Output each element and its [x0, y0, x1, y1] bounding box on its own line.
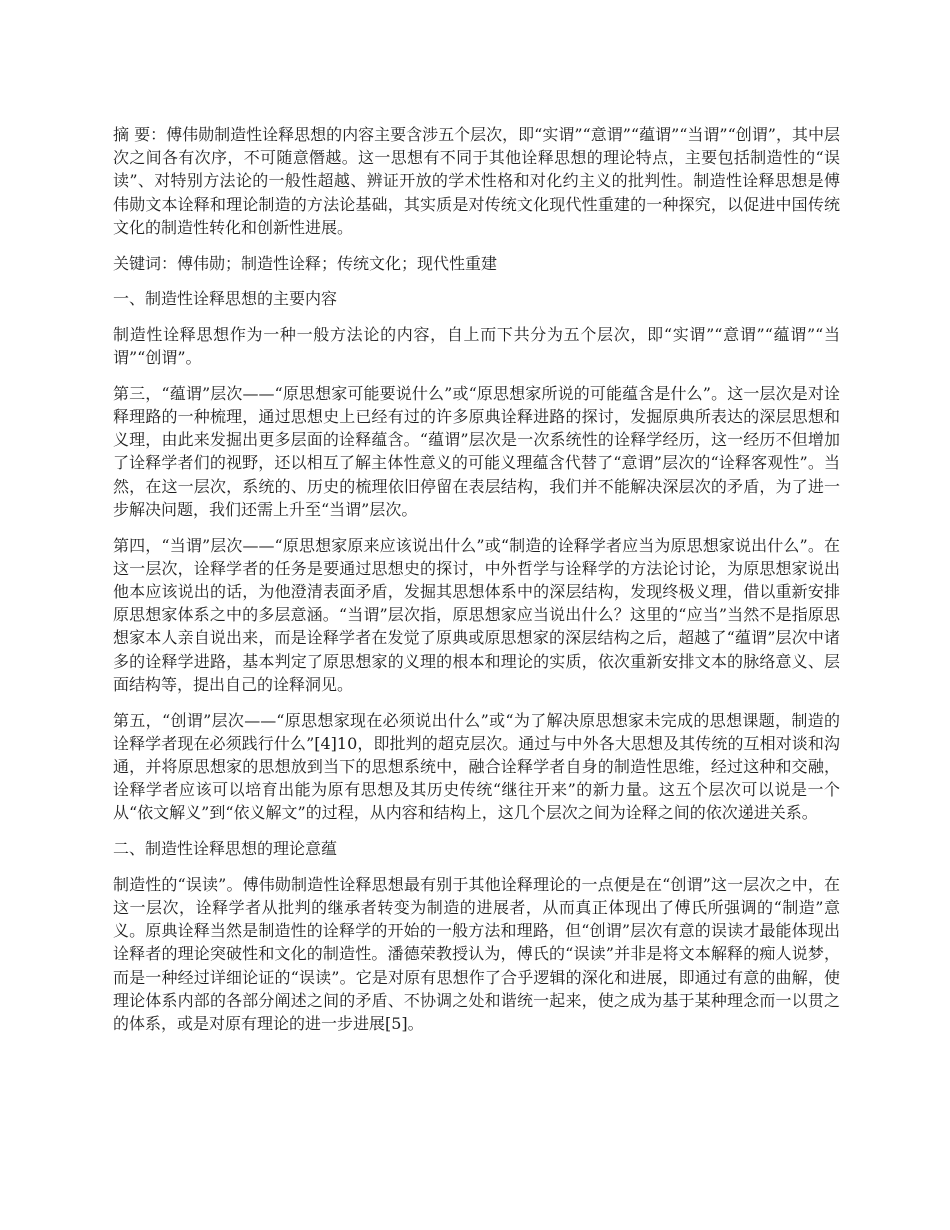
paragraph-third-level: 第三，“蕴谓”层次——“原思想家可能要说什么”或“原思想家所说的可能蕴含是什么”。这一层次是对诠释理路的一种梳理，通过思想史上已经有过的许多原典诠释进路的探讨，发掘原典所表达的深层思想和义理，由此来发掘出更多层面的诠释蕴含。“蕴谓”层次是一次系统性的诠释学经历，这一经历不但增加了诠释学者们的视野，还以相互了解主体性意义的可能义理蕴含代替了“意谓”层次的“诠释客观性”。当然，在这一层次，系统的、历史的梳理依旧停留在表层结构，我们并不能解决深层次的矛盾，为了进一步解决问题，我们还需上升至“当谓”层次。: [113, 383, 840, 519]
section-heading-2: 二、制造性诠释思想的理论意蕴: [113, 839, 338, 859]
abstract-paragraph: 摘 要：傅伟勋制造性诠释思想的内容主要含涉五个层次，即“实谓”“意谓”“蕴谓”“当谓”“创谓”，其中层次之间各有次序，不可随意僭越。这一思想有不同于其他诠释思想的理论特点，主要包括制造性的“误读”、对特别方法论的一般性超越、辨证开放的学术性格和对化约主义的批判性。制造性诠释思想是傅伟勋文本诠释和理论制造的方法论基础，其实质是对传统文化现代性重建的一种探究，以促进中国传统文化的制造性转化和创新性进展。: [113, 125, 840, 237]
keywords-line: 关键词：傅伟勋；制造性诠释；传统文化；现代性重建: [113, 253, 498, 273]
paragraph-creative-misreading: 制造性的“误读”。傅伟勋制造性诠释思想最有别于其他诠释理论的一点便是在“创谓”这一层次之中，在这一层次，诠释学者从批判的继承者转变为制造的进展者，从而真正体现出了傅氏所强调的“制造”意义。原典诠释当然是制造性的诠释学的开始的一般方法和理路，但“创谓”层次有意的误读才最能体现出诠释者的理论突破性和文化的制造性。潘德荣教授认为，傅氏的“误读”并非是将文本解释的痴人说梦，而是一种经过详细论证的“误读”。它是对原有思想作了合乎逻辑的深化和进展，即通过有意的曲解，使理论体系内部的各部分阐述之间的矛盾、不协调之处和谐统一起来，使之成为基于某种理念而一以贯之的体系，或是对原有理论的进一步进展[5]。: [113, 874, 840, 1034]
paragraph-fifth-level: 第五，“创谓”层次——“原思想家现在必须说出什么”或“为了解决原思想家未完成的思想课题，制造的诠释学者现在必须践行什么”[4]10，即批判的超克层次。通过与中外各大思想及其传统的互相对谈和沟通，并将原思想家的思想放到当下的思想系统中，融合诠释学者自身的制造性思维，经过这种和交融，诠释学者应该可以培育出能为原有思想及其历史传统“继往开来”的新力量。这五个层次可以说是一个从“依文解义”到“依义解文”的过程，从内容和结构上，这几个层次之间为诠释之间的依次递进关系。: [113, 710, 840, 823]
document-body: [113, 123, 840, 1048]
section-heading-1: 一、制造性诠释思想的主要内容: [113, 289, 338, 309]
section-1-intro-paragraph: 制造性诠释思想作为一种一般方法论的内容，自上而下共分为五个层次，即“实谓”“意谓”“蕴谓”“当谓”“创谓”。: [113, 324, 840, 367]
paragraph-fourth-level: 第四，“当谓”层次——“原思想家原来应该说出什么”或“制造的诠释学者应当为原思想家说出什么”。在这一层次，诠释学者的任务是要通过思想史的探讨，中外哲学与诠释学的方法论讨论，为原思想家说出他本应该说出的话，为他澄清表面矛盾，发掘其思想体系中的深层结构，发现终极义理，借以重新安排原思想家体系之中的多层意涵。“当谓”层次指，原思想家应当说出什么？这里的“应当”当然不是指原思想家本人亲自说出来，而是诠释学者在发觉了原典或原思想家的深层结构之后，超越了“蕴谓”层次中诸多的诠释学进路，基本判定了原思想家的义理的根本和理论的实质，依次重新安排文本的脉络意义、层面结构等，提出自己的诠释洞见。: [113, 535, 840, 694]
